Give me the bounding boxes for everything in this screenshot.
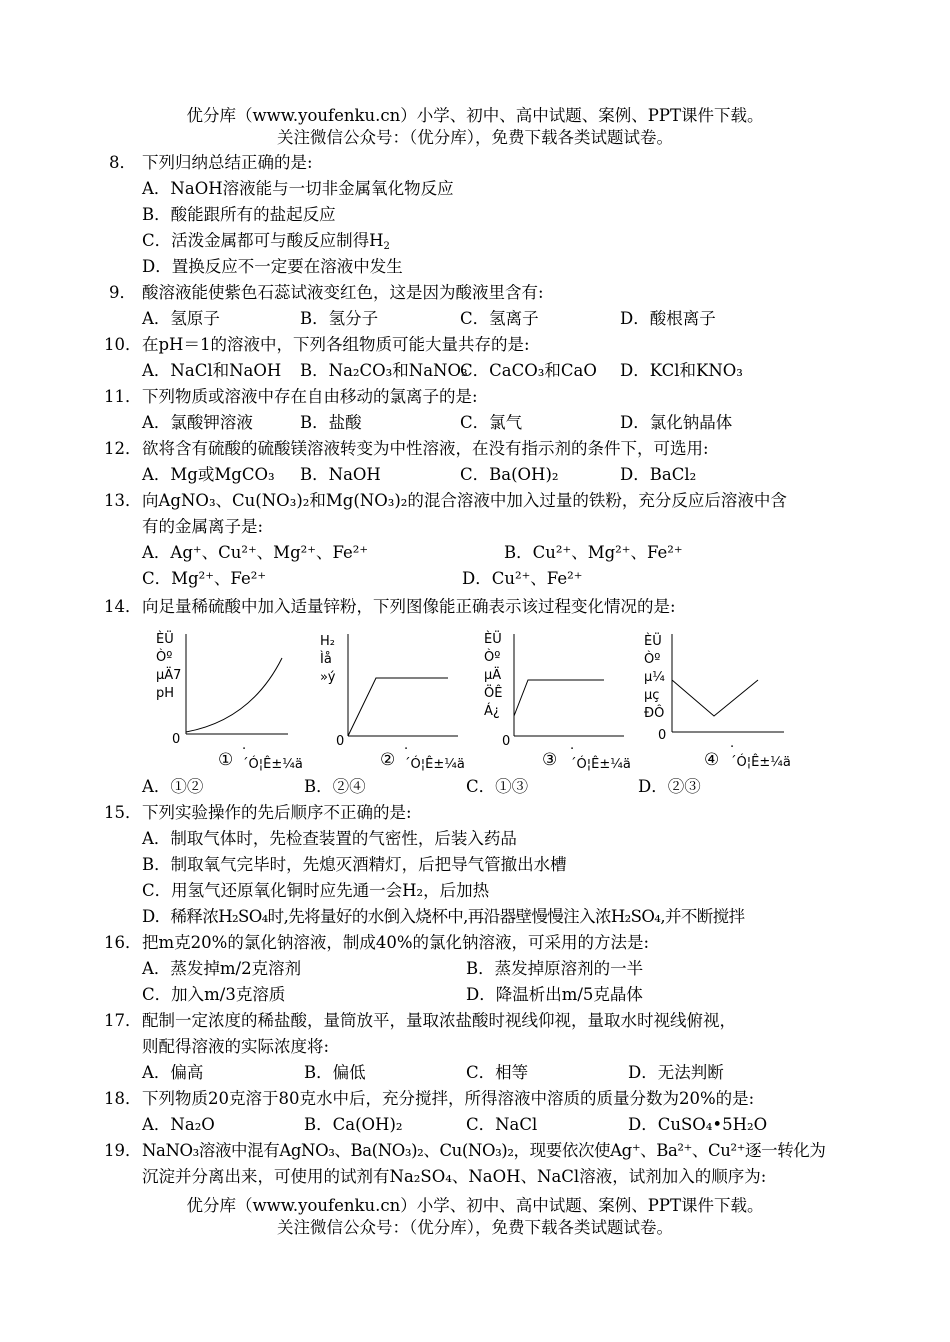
graph-2-xlabel: ·´Ó¦Ê±¼ä — [404, 742, 465, 772]
q11-option-b: B．盐酸 — [300, 413, 362, 432]
q8-number: 8． — [109, 153, 136, 172]
q17-stem-line-1: 配制一定浓度的稀盐酸，量筒放平，量取浓盐酸时视线仰视，量取水时视线俯视， — [142, 1011, 736, 1030]
q18-option-d: D．CuSO₄•5H₂O — [628, 1115, 768, 1134]
q14-option-d: D．②③ — [638, 777, 701, 796]
graph-1-origin: 0 — [172, 732, 181, 747]
q13-option-c: C．Mg²⁺、Fe²⁺ — [142, 569, 267, 588]
q19-number: 19． — [104, 1141, 142, 1160]
graph-2-ylabel-2: Ìå — [320, 652, 332, 667]
q18-number: 18． — [104, 1089, 142, 1108]
q8-option-c — [142, 231, 390, 251]
q14-option-b: B．②④ — [304, 777, 366, 796]
q18-stem: 下列物质20克溶于80克水中后，充分搅拌，所得溶液中溶质的质量分数为20%的是: — [142, 1089, 755, 1108]
q12-option-a: A．Mg或MgCO₃ — [142, 465, 275, 484]
graph-4-mark: ④ — [704, 750, 720, 770]
graph-1-xlabel: ·´Ó¦Ê±¼ä — [242, 742, 303, 772]
q9-option-a: A．氢原子 — [142, 309, 220, 328]
q18-option-a: A．Na₂O — [142, 1115, 215, 1134]
graph-3-origin: 0 — [502, 734, 511, 749]
q14-graph-1 — [156, 628, 306, 778]
q16-option-a: A．蒸发掉m/2克溶剂 — [142, 959, 302, 978]
q8-option-a: A．NaOH溶液能与一切非金属氧化物反应 — [142, 179, 454, 198]
q14-graph-4 — [644, 628, 794, 778]
graph-1-ylabel-4: pH — [156, 686, 175, 701]
q14-option-c: C．①③ — [466, 777, 529, 796]
graph-2-ylabel-1: H₂ — [320, 634, 335, 649]
q17-option-c: C．相等 — [466, 1063, 529, 1082]
q18-option-b: B．Ca(OH)₂ — [304, 1115, 403, 1134]
q13-option-a: A．Ag⁺、Cu²⁺、Mg²⁺、Fe²⁺ — [142, 543, 369, 562]
graph-1-ylabel-1: ÈÜ — [156, 632, 174, 647]
graph-4-ylabel-1: ÈÜ — [644, 634, 662, 649]
q14-graph-3 — [484, 628, 634, 778]
graph-4-xlabel: ·´Ó¦Ê±¼ä — [730, 740, 791, 770]
q15-option-b: B．制取氧气完毕时，先熄灭酒精灯，后把导气管撤出水槽 — [142, 855, 567, 874]
q12-option-c: C．Ba(OH)₂ — [460, 465, 559, 484]
q14-option-a: A．①② — [142, 777, 204, 796]
q19-stem-line-1: NaNO₃溶液中混有AgNO₃、Ba(NO₃)₂、Cu(NO₃)₂，现要依次使Ag⁺、Ba²⁺、Cu²⁺逐一转化为 — [142, 1141, 826, 1160]
q17-option-d: D．无法判断 — [628, 1063, 724, 1082]
header-line-1: 优分库（www.youfenku.cn）小学、初中、高中试题、案例、PPT课件下载。 — [186, 106, 764, 125]
q15-option-d: D．稀释浓H₂SO₄时,先将量好的水倒入烧杯中,再沿器壁慢慢注入浓H₂SO₄,并不断搅拌 — [142, 907, 745, 926]
graph-4-origin: 0 — [658, 728, 667, 743]
graph-1-mark: ① — [218, 750, 234, 770]
graph-2-ylabel-3: »ý — [320, 670, 336, 685]
graph-3-ylabel-3: µÄ — [484, 668, 502, 683]
graph-1-ylabel-2: Òº — [156, 650, 173, 665]
q17-stem-line-2: 则配得溶液的实际浓度将: — [142, 1037, 330, 1056]
q15-option-a: A．制取气体时，先检查装置的气密性，后装入药品 — [142, 829, 517, 848]
graph-3-ylabel-1: ÈÜ — [484, 632, 502, 647]
graph-4-ylabel-2: Òº — [644, 652, 661, 667]
header-line-2: 关注微信公众号：（优分库），免费下载各类试题试卷。 — [277, 128, 673, 147]
q9-stem: 酸溶液能使紫色石蕊试液变红色，这是因为酸液里含有: — [142, 283, 544, 302]
graph-1-ylabel-3: µÄ7 — [156, 668, 182, 683]
q16-stem: 把m克20%的氯化钠溶液，制成40%的氯化钠溶液，可采用的方法是: — [142, 933, 650, 952]
q8-option-d: D．置换反应不一定要在溶液中发生 — [142, 257, 403, 276]
q17-number: 17． — [104, 1011, 142, 1030]
q14-number: 14． — [104, 597, 142, 616]
q8-option-c-sub: 2 — [383, 241, 390, 252]
graph-3-xlabel: ·´Ó¦Ê±¼ä — [570, 742, 631, 772]
q11-option-a: A．氯酸钾溶液 — [142, 413, 253, 432]
q9-number: 9． — [109, 283, 136, 302]
q10-option-d: D．KCl和KNO₃ — [620, 361, 743, 380]
q17-option-b: B．偏低 — [304, 1063, 366, 1082]
q11-number: 11． — [104, 387, 142, 406]
graph-4-ylabel-3: µ¼ — [644, 670, 665, 685]
q14-graph-2 — [318, 628, 468, 778]
q11-stem: 下列物质或溶液中存在自由移动的氯离子的是: — [142, 387, 478, 406]
q19-stem-line-2: 沉淀并分离出来，可使用的试剂有Na₂SO₄、NaOH、NaCl溶液，试剂加入的顺序为: — [142, 1167, 767, 1186]
q8-option-c-text: C．活泼金属都可与酸反应制得H — [142, 231, 384, 250]
q8-option-b: B．酸能跟所有的盐起反应 — [142, 205, 336, 224]
q14-stem: 向足量稀硫酸中加入适量锌粉，下列图像能正确表示该过程变化情况的是: — [142, 597, 676, 616]
graph-3-mark: ③ — [542, 750, 558, 770]
footer-line-1: 优分库（www.youfenku.cn）小学、初中、高中试题、案例、PPT课件下载。 — [186, 1196, 764, 1215]
graph-3-ylabel-4: ÖÊ — [484, 686, 503, 701]
q8-stem: 下列归纳总结正确的是: — [142, 153, 313, 172]
q16-option-b: B．蒸发掉原溶剂的一半 — [466, 959, 644, 978]
q18-option-c: C．NaCl — [466, 1115, 538, 1134]
q13-option-d: D．Cu²⁺、Fe²⁺ — [462, 569, 583, 588]
graph-2-origin: 0 — [336, 734, 345, 749]
q12-stem: 欲将含有硫酸的硫酸镁溶液转变为中性溶液，在没有指示剂的条件下，可选用: — [142, 439, 709, 458]
q10-option-b: B．Na₂CO₃和NaNO₃ — [300, 361, 468, 380]
graph-2-mark: ② — [380, 750, 396, 770]
q11-option-d: D．氯化钠晶体 — [620, 413, 733, 432]
q13-stem-line-2: 有的金属离子是: — [142, 517, 264, 536]
q12-number: 12． — [104, 439, 142, 458]
q16-option-c: C．加入m/3克溶质 — [142, 985, 286, 1004]
q10-number: 10． — [104, 335, 142, 354]
q10-option-a: A．NaCl和NaOH — [142, 361, 282, 380]
q10-stem: 在pH＝1的溶液中，下列各组物质可能大量共存的是: — [142, 335, 530, 354]
q13-number: 13． — [104, 491, 142, 510]
q15-stem: 下列实验操作的先后顺序不正确的是: — [142, 803, 412, 822]
q16-option-d: D．降温析出m/5克晶体 — [466, 985, 643, 1004]
q15-option-c: C．用氢气还原氧化铜时应先通一会H₂，后加热 — [142, 881, 490, 900]
graph-4-ylabel-5: ÐÔ — [644, 706, 665, 721]
q9-option-c: C．氢离子 — [460, 309, 539, 328]
q11-option-c: C．氯气 — [460, 413, 523, 432]
q9-option-b: B．氢分子 — [300, 309, 379, 328]
q10-option-c: C．CaCO₃和CaO — [460, 361, 597, 380]
q15-number: 15． — [104, 803, 142, 822]
footer-line-2: 关注微信公众号：（优分库），免费下载各类试题试卷。 — [277, 1218, 673, 1237]
q13-stem-line-1: 向AgNO₃、Cu(NO₃)₂和Mg(NO₃)₂的混合溶液中加入过量的铁粉，充分反应后溶液中含 — [142, 491, 787, 510]
q13-option-b: B．Cu²⁺、Mg²⁺、Fe²⁺ — [504, 543, 683, 562]
graph-4-ylabel-4: µç — [644, 688, 660, 703]
q16-number: 16． — [104, 933, 142, 952]
q9-option-d: D．酸根离子 — [620, 309, 716, 328]
q12-option-d: D．BaCl₂ — [620, 465, 697, 484]
graph-3-ylabel-5: Á¿ — [484, 704, 500, 719]
graph-3-ylabel-2: Òº — [484, 650, 501, 665]
q17-option-a: A．偏高 — [142, 1063, 204, 1082]
q12-option-b: B．NaOH — [300, 465, 381, 484]
